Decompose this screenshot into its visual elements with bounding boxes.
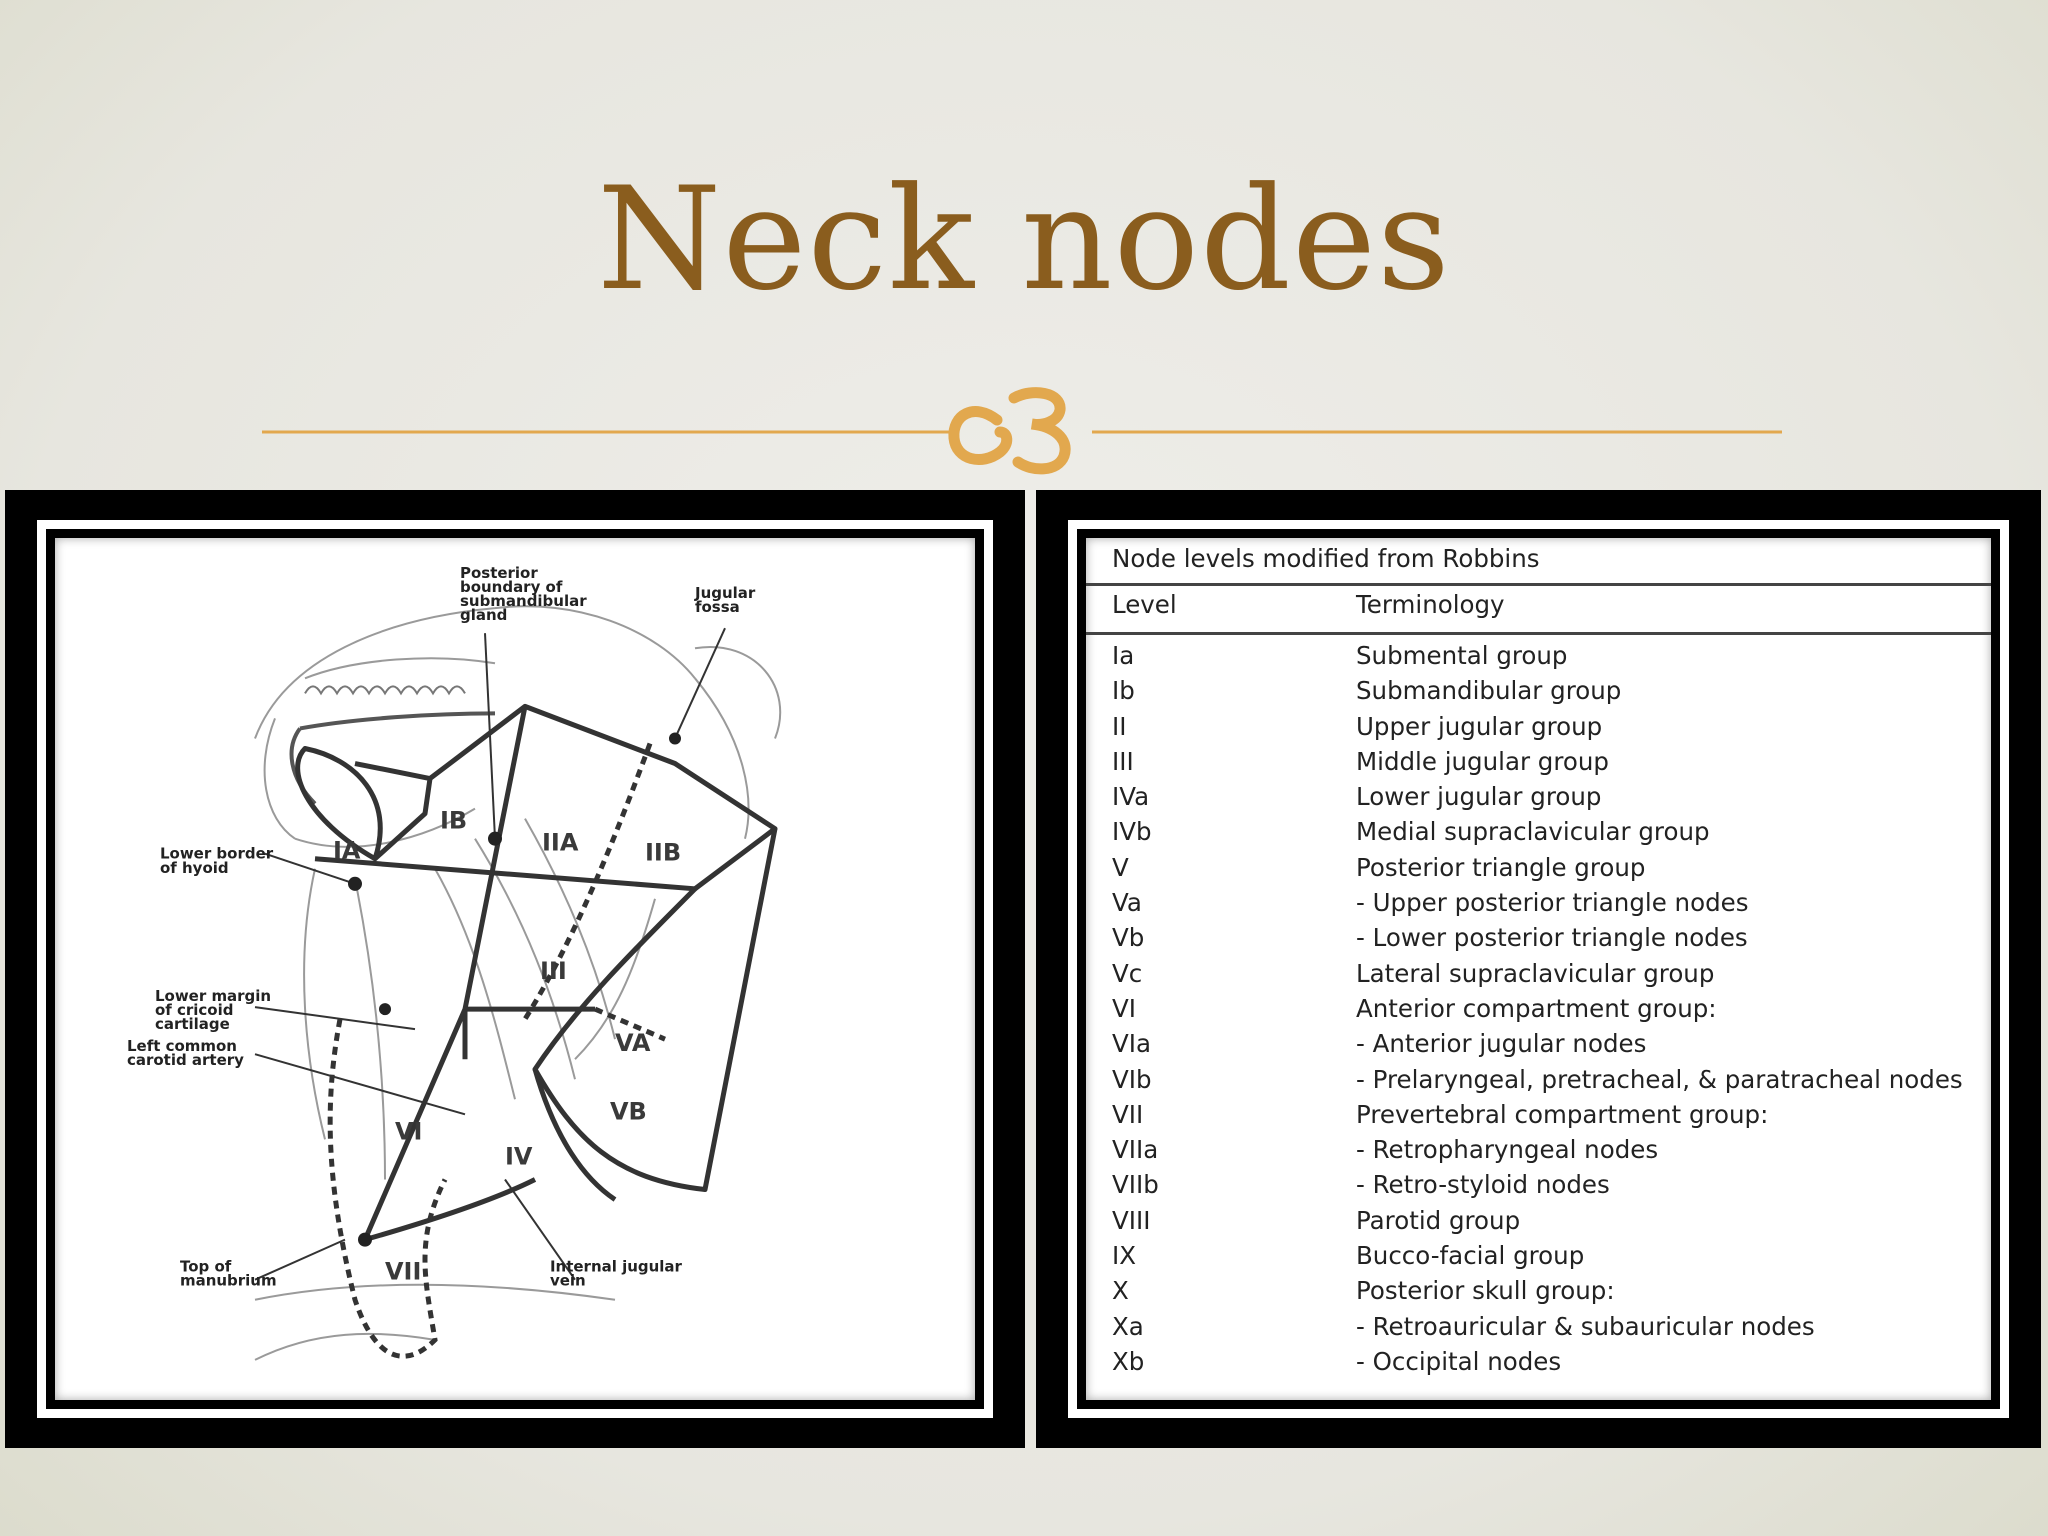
level-vb: VB: [610, 1097, 647, 1126]
cell-terminology: Lateral supraclavicular group: [1356, 958, 1715, 988]
table-caption: Node levels modified from Robbins: [1112, 544, 1540, 573]
table-row: [1086, 1238, 1991, 1273]
table-row: [1086, 1026, 1991, 1061]
level-boundaries: [298, 706, 775, 1239]
anatomy-sketch: [255, 606, 780, 1360]
cell-terminology: - Lower posterior triangle nodes: [1356, 923, 1748, 953]
cell-level: Vb: [1112, 923, 1145, 953]
cell-terminology: - Retropharyngeal nodes: [1356, 1135, 1659, 1165]
cell-level: IVb: [1112, 817, 1152, 847]
table-row: [1086, 1309, 1991, 1344]
table-body: [1086, 638, 1991, 1379]
swirl-ornament-icon: [954, 393, 1065, 469]
cell-terminology: Prevertebral compartment group:: [1356, 1099, 1769, 1129]
table-row: [1086, 1167, 1991, 1202]
cell-terminology: - Upper posterior triangle nodes: [1356, 888, 1749, 918]
cell-level: IVa: [1112, 782, 1150, 812]
cell-level: VIIb: [1112, 1170, 1159, 1200]
cell-level: Xb: [1112, 1346, 1145, 1376]
table-frame: [1068, 520, 2009, 1418]
cell-terminology: Parotid group: [1356, 1205, 1521, 1235]
neck-levels-illustration: [55, 538, 975, 1400]
cell-level: II: [1112, 711, 1127, 741]
cell-level: IX: [1112, 1241, 1137, 1271]
cell-terminology: - Retro-styloid nodes: [1356, 1170, 1610, 1200]
node-levels-table: [1086, 538, 1991, 1400]
level-iia: IIA: [542, 828, 579, 857]
table-row: [1086, 1097, 1991, 1132]
slide-title: Neck nodes: [597, 157, 1451, 322]
label-left-common-carotid: Left common carotid artery: [127, 1037, 244, 1070]
label-jugular-fossa: Jugular fossa: [695, 584, 756, 617]
table-row: [1086, 638, 1991, 673]
cell-terminology: Lower jugular group: [1356, 782, 1602, 812]
level-iv: IV: [505, 1142, 533, 1171]
mandible: [292, 713, 495, 803]
label-internal-jugular: Internal jugular vein: [550, 1257, 682, 1290]
level-vi: VI: [395, 1117, 423, 1146]
table-row: [1086, 885, 1991, 920]
cell-level: VIIa: [1112, 1135, 1159, 1165]
teeth: [305, 686, 465, 693]
cell-terminology: - Occipital nodes: [1356, 1346, 1562, 1376]
header-level: Level: [1112, 590, 1177, 619]
neck-diagram: [55, 538, 975, 1400]
table-row: [1086, 991, 1991, 1026]
table-row: [1086, 709, 1991, 744]
cell-level: V: [1112, 852, 1129, 882]
table-row: [1086, 1132, 1991, 1167]
cell-terminology: Upper jugular group: [1356, 711, 1603, 741]
table-row: [1086, 850, 1991, 885]
table-rule-header: [1086, 632, 1991, 635]
cell-level: VIb: [1112, 1064, 1152, 1094]
table-row: [1086, 779, 1991, 814]
level-ia: IA: [333, 836, 361, 865]
label-lower-margin-cricoid: Lower margin of cricoid cartilage: [155, 987, 272, 1034]
cell-terminology: - Retroauricular & subauricular nodes: [1356, 1311, 1815, 1341]
label-top-manubrium: Top of manubrium: [180, 1257, 277, 1290]
cell-level: VIII: [1112, 1205, 1151, 1235]
table-panel: [1036, 490, 2041, 1448]
table-row: [1086, 744, 1991, 779]
cell-terminology: Submandibular group: [1356, 676, 1622, 706]
table-row: [1086, 673, 1991, 708]
level-ib: IB: [440, 806, 468, 835]
cell-terminology: Medial supraclavicular group: [1356, 817, 1710, 847]
table-row: [1086, 1344, 1991, 1379]
diagram-panel: [5, 490, 1025, 1448]
table-row: [1086, 1203, 1991, 1238]
cell-level: III: [1112, 746, 1134, 776]
level-vii: VII: [385, 1257, 422, 1286]
cell-level: VII: [1112, 1099, 1144, 1129]
table-row: [1086, 1273, 1991, 1308]
cell-level: X: [1112, 1276, 1129, 1306]
level-iii: III: [540, 956, 567, 986]
cell-level: Vc: [1112, 958, 1143, 988]
cell-terminology: Anterior compartment group:: [1356, 993, 1717, 1023]
table-row: [1086, 814, 1991, 849]
header-terminology: Terminology: [1356, 590, 1505, 619]
diagram-frame: [37, 520, 993, 1418]
cell-terminology: Middle jugular group: [1356, 746, 1609, 776]
cell-level: Xa: [1112, 1311, 1144, 1341]
cell-terminology: Submental group: [1356, 641, 1568, 670]
cell-terminology: Posterior skull group:: [1356, 1276, 1615, 1306]
cell-level: Ib: [1112, 676, 1135, 706]
cell-terminology: - Prelaryngeal, pretracheal, & paratracheal nodes: [1356, 1064, 1963, 1094]
cell-level: Va: [1112, 888, 1142, 918]
level-va: VA: [615, 1029, 651, 1058]
label-lower-border-hyoid: Lower border of hyoid: [160, 844, 274, 877]
label-posterior-boundary: Posterior boundary of submandibular gland: [460, 564, 587, 625]
cell-terminology: Posterior triangle group: [1356, 852, 1646, 882]
cell-terminology: - Anterior jugular nodes: [1356, 1029, 1647, 1059]
level-iib: IIB: [645, 838, 682, 867]
table-row: [1086, 956, 1991, 991]
cell-level: VIa: [1112, 1029, 1151, 1059]
cell-terminology: Bucco-facial group: [1356, 1241, 1585, 1271]
title-divider: [262, 380, 1782, 480]
cell-level: Ia: [1112, 641, 1135, 670]
table-row: [1086, 920, 1991, 955]
table-row: [1086, 1062, 1991, 1097]
cell-level: VI: [1112, 993, 1136, 1023]
table-rule-top: [1086, 583, 1991, 586]
